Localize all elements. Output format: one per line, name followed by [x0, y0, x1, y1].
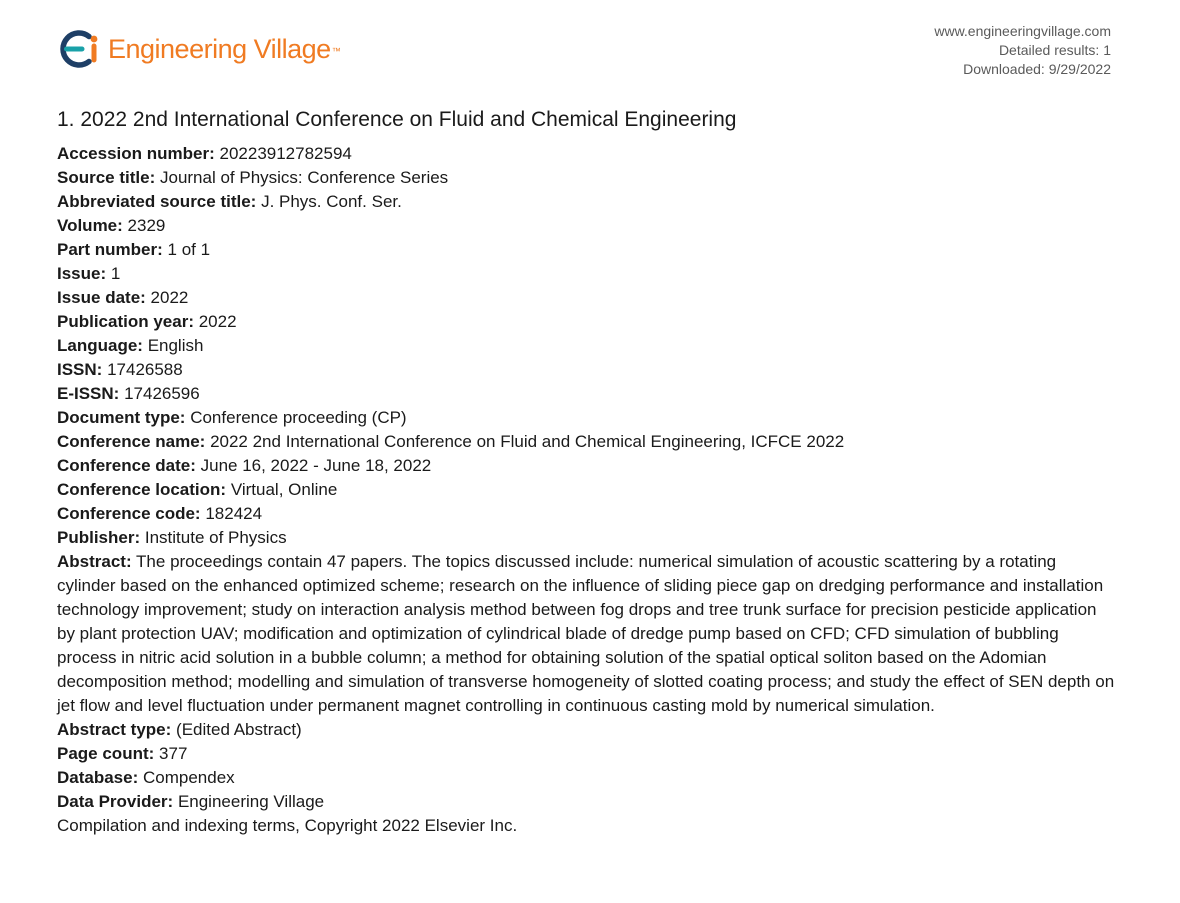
field-conference-code [57, 502, 1127, 526]
field-value: 17426588 [107, 360, 183, 379]
field-publisher [57, 526, 1127, 550]
field-value: 2329 [127, 216, 166, 235]
field-label: Conference code: [57, 504, 201, 523]
field-value: 2022 [198, 312, 237, 331]
field-value: Conference proceeding (CP) [190, 408, 407, 427]
field-conference-name [57, 430, 1127, 454]
field-label: Data Provider: [57, 792, 174, 811]
field-conference-location [57, 478, 1127, 502]
field-label: ISSN: [57, 360, 103, 379]
copyright-notice: Compilation and indexing terms, Copyright 2022 Elsevier Inc. [57, 816, 518, 835]
field-value: J. Phys. Conf. Ser. [261, 192, 402, 211]
field-label: Issue date: [57, 288, 146, 307]
field-label: Conference date: [57, 456, 196, 475]
field-value: June 16, 2022 - June 18, 2022 [200, 456, 432, 475]
field-label: Page count: [57, 744, 155, 763]
field-value: English [147, 336, 204, 355]
field-value: 17426596 [124, 384, 200, 403]
field-value: Engineering Village [177, 792, 325, 811]
field-label: Part number: [57, 240, 163, 259]
field-abbreviated-source-title [57, 190, 1127, 214]
field-label: Conference location: [57, 480, 227, 499]
field-label: Source title: [57, 168, 156, 187]
header-meta [934, 22, 1111, 79]
field-value: Institute of Physics [144, 528, 287, 547]
trademark-mark: ™ [331, 46, 341, 56]
logo-wordmark: Engineering Village [108, 33, 331, 64]
field-value: Virtual, Online [230, 480, 338, 499]
field-publication-year [57, 310, 1127, 334]
field-value: 1 [110, 264, 121, 283]
detailed-results-count: Detailed results: 1 [998, 42, 1111, 58]
field-label: Publication year: [57, 312, 194, 331]
field-language [57, 334, 1127, 358]
field-volume [57, 214, 1127, 238]
field-part-number [57, 238, 1127, 262]
field-value: (Edited Abstract) [176, 720, 302, 739]
field-label: Abstract type: [57, 720, 172, 739]
field-document-type [57, 406, 1127, 430]
field-value: 182424 [205, 504, 263, 523]
field-label: Volume: [57, 216, 123, 235]
field-label: Abstract: [57, 552, 132, 571]
field-data-provider [57, 790, 1127, 814]
field-value: 1 of 1 [167, 240, 211, 259]
field-label: Issue: [57, 264, 107, 283]
field-page-count [57, 742, 1127, 766]
field-value: Journal of Physics: Conference Series [159, 168, 449, 187]
field-label: Document type: [57, 408, 186, 427]
field-conference-date [57, 454, 1127, 478]
field-value: Compendex [143, 768, 235, 787]
field-issn [57, 358, 1127, 382]
site-url: www.engineeringvillage.com [934, 23, 1111, 39]
field-label: Abbreviated source title: [57, 192, 257, 211]
download-date: Downloaded: 9/29/2022 [963, 61, 1111, 77]
field-value: 2022 2nd International Conference on Fluid and Chemical Engineering, ICFCE 2022 [210, 432, 845, 451]
field-issue [57, 262, 1127, 286]
field-label: E-ISSN: [57, 384, 120, 403]
field-abstract-type [57, 718, 1127, 742]
field-label: Publisher: [57, 528, 141, 547]
field-accession-number [57, 142, 1127, 166]
field-issue-date [57, 286, 1127, 310]
record-title: 1. 2022 2nd International Conference on Fluid and Chemical Engineering [57, 108, 737, 131]
field-label: Accession number: [57, 144, 215, 163]
engineering-village-logo [56, 26, 341, 72]
field-value: 2022 [150, 288, 189, 307]
field-abstract [57, 550, 1117, 718]
field-value: 20223912782594 [219, 144, 352, 163]
field-source-title [57, 166, 1127, 190]
field-label: Language: [57, 336, 143, 355]
field-label: Database: [57, 768, 139, 787]
field-e-issn [57, 382, 1127, 406]
abstract-text: The proceedings contain 47 papers. The topics discussed include: numerical simulation of acoustic scattering by a rotating cylinder based on the enhanced optimized scheme; research on the influence of sliding piece gap on dredging performance and installation technology improvement; study on interaction analysis method between fog drops and tree trunk surface for precision pesticide application by plant protection UAV; modification and optimization of cylindrical blade of dredge pump based on CFD; CFD simulation of bubbling process in nitric acid solution in a bubble column; a method for obtaining solution of the spatial optical soliton based on the Adomian decomposition method; modelling and simulation of transverse homogeneity of slotted coating process; and study the effect of SEN depth on jet flow and level fluctuation under permanent magnet controlling in continuous casting mold by numerical simulation. [57, 552, 1115, 715]
ei-logo-icon [56, 27, 100, 71]
field-value: 377 [159, 744, 188, 763]
field-label: Conference name: [57, 432, 206, 451]
field-database [57, 766, 1127, 790]
record-fields [57, 142, 1127, 838]
